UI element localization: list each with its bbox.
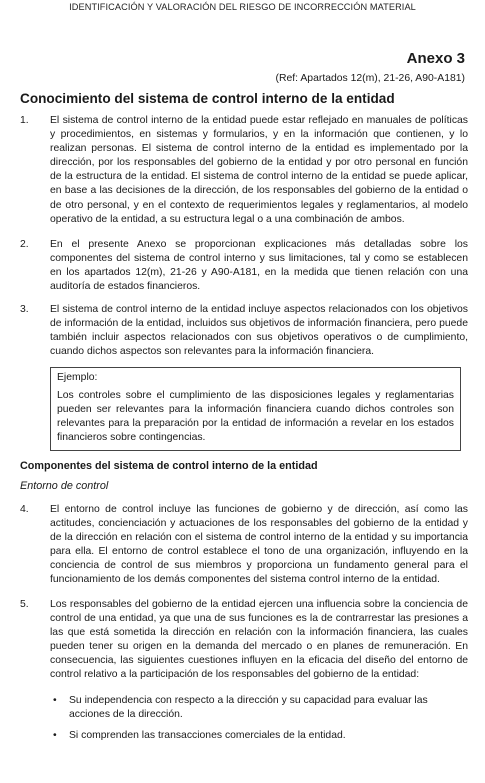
paragraph-2: [20, 238, 468, 294]
running-header: IDENTIFICACIÓN Y VALORACIÓN DEL RIESGO DE INCORRECCIÓN MATERIAL: [69, 2, 416, 12]
bullet-icon: •: [53, 730, 57, 741]
paragraph-3: [20, 303, 468, 359]
paragraph-text: El sistema de control interno de la entidad incluye aspectos relacionados con los objetivos de información de la entidad, incluidos sus objetivos de información financiera, pero puede también incluir aspectos relacionados con sus objetivos operativos o de cumplimiento, cuando dichos aspectos son relevantes para la información financiera.: [50, 304, 468, 358]
paragraph-text: El sistema de control interno de la entidad puede estar reflejado en manuales de políticas y procedimientos, en sistemas y formularios, y en la información que contienen, y lo realizan personas. El sistema de control interno de la entidad es implementado por la dirección, por los responsables del gobierno de la entidad y por otro personal en función de la estructura de la entidad. El sistema de control interno de la entidad se puede aplicar, en base a las decisiones de la dirección, de los responsables del gobierno de la entidad o de otro personal, y en el contexto de requerimientos legales y reglamentarios, al modelo operativo de la entidad, a su estructura legal o a una combinación de ambos.: [50, 115, 468, 225]
bullet-item: [50, 694, 468, 722]
paragraph-5: [20, 598, 468, 683]
paragraph-text: En el presente Anexo se proporcionan explicaciones más detalladas sobre los componentes del sistema de control interno y sus limitaciones, tal y como se establecen en los apartados 12(m), 21-26 y A90-A181, en la medida que tienen relación con una auditoría de estados financieros.: [50, 239, 468, 293]
paragraph-number: 3.: [20, 304, 29, 315]
main-title: Conocimiento del sistema de control interno de la entidad: [20, 91, 395, 106]
example-text: Los controles sobre el cumplimiento de las disposiciones legales y reglamentarias pueden ser relevantes para la información financiera cuando dichos controles son relevantes para la preparación por la entidad de información a revelar en los estados financieros sobre contingencias.: [57, 390, 454, 444]
paragraph-text: El entorno de control incluye las funciones de gobierno y de dirección, así como las actitudes, concienciación y actuaciones de los responsables del gobierno de la entidad y de la dirección en relación con el sistema de control interno de la entidad y su importancia para ella. El entorno de control establece el tono de una organización, influyendo en la conciencia de control de sus miembros y proporciona un fundamento general para el funcionamiento de los demás componentes del sistema control interno de la entidad.: [50, 504, 468, 586]
annex-title: Anexo 3: [406, 50, 465, 67]
paragraph-number: 4.: [20, 504, 29, 515]
paragraph-number: 2.: [20, 239, 29, 250]
subsection-title: Entorno de control: [20, 480, 109, 492]
bullet-text: Su independencia con respecto a la dirección y su capacidad para evaluar las acciones de la dirección.: [69, 695, 428, 721]
paragraph-1: [20, 114, 468, 227]
paragraph-number: 5.: [20, 599, 29, 610]
section-title: Componentes del sistema de control interno de la entidad: [20, 460, 318, 472]
bullet-item: [50, 729, 468, 743]
bullet-text: Si comprenden las transacciones comerciales de la entidad.: [69, 730, 346, 741]
paragraph-text: Los responsables del gobierno de la entidad ejercen una influencia sobre la conciencia de control de una entidad, ya que una de sus funciones es la de contrarrestar las presiones a las que está sometida la dirección en relación con la información financiera, las cuales pueden tener su origen en la demanda del mercado o en planes de remuneración. En consecuencia, las siguientes cuestiones influyen en la eficacia del diseño del entorno de control relativo a la participación de los responsables del gobierno de la entidad:: [50, 599, 468, 681]
example-label: Ejemplo:: [57, 372, 98, 383]
annex-reference: (Ref: Apartados 12(m), 21-26, A90-A181): [275, 73, 465, 84]
example-box: [50, 367, 461, 451]
bullet-icon: •: [53, 695, 57, 706]
paragraph-number: 1.: [20, 115, 29, 126]
paragraph-4: [20, 503, 468, 588]
